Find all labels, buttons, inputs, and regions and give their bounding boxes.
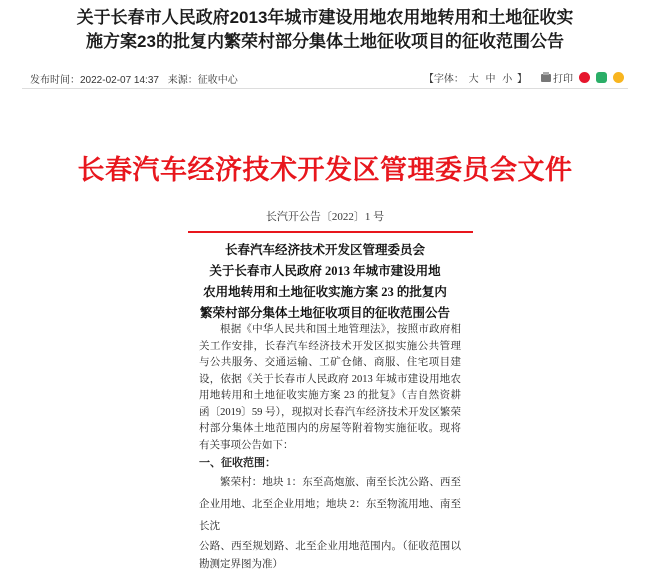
font-size-label: 【字体： — [423, 74, 464, 85]
scope-text: 繁荣村：地块 1：东至高炮旅、南至长沈公路、西至企业用地、北至企业用地；地块 2：东至物流用地、南至长沈 — [199, 476, 461, 532]
section-heading: 一、征收范围： — [199, 457, 276, 469]
page-title-line-1: 关于长春市人民政府2013年城市建设用地农用地转用和土地征收实 — [76, 8, 574, 27]
font-size-medium[interactable]: 中 — [485, 74, 496, 85]
page-title — [0, 6, 650, 54]
document-number: 长汽开公告〔2022〕1 号 — [265, 211, 385, 223]
meta-tools — [424, 70, 624, 85]
document-body — [199, 322, 461, 574]
document-title — [0, 240, 650, 324]
publish-time: 发布时间：2022-02-07 14:37 — [30, 75, 159, 86]
scope-text-continued: 公路、西至规划路、北至企业用地范围内。（征收范围以勘测定界图为准） — [199, 540, 461, 570]
red-divider — [188, 231, 473, 233]
document-title-line: 关于长春市人民政府 2013 年城市建设用地 — [209, 264, 441, 278]
document-issuer-header: 长春汽车经济技术开发区管理委员会文件 — [77, 155, 573, 185]
body-paragraph: 根据《中华人民共和国土地管理法》，按照市政府相关工作安排，长春汽车经济技术开发区拟实施公共管理与公共服务、交通运输、工矿仓储、商服、住宅项目建设，依据《关于长春市人民政府 2013 年城市建设用地农用地转用和土地征收实施方案 23 的批复》（吉自然资耕函〔2019〕59 号），现拟对长春汽车经济技术开发区繁荣村部分集体土地范围内的房屋等附着物实施征收。现将有关事项公告如下： — [199, 324, 461, 451]
printer-icon — [541, 74, 551, 82]
page-title-line-2: 施方案23的批复内繁荣村部分集体土地征收项目的征收范围公告 — [86, 32, 564, 51]
font-size-large[interactable]: 大 — [468, 74, 479, 85]
source: 来源：征收中心 — [167, 75, 238, 86]
document-title-line: 农用地转用和土地征收实施方案 23 的批复内 — [203, 285, 447, 299]
qzone-share-icon[interactable] — [613, 72, 624, 83]
document-title-line: 繁荣村部分集体土地征收项目的征收范围公告 — [199, 306, 450, 320]
meta-info — [30, 71, 244, 86]
print-button[interactable] — [541, 70, 573, 85]
wechat-share-icon[interactable] — [596, 72, 607, 83]
meta-bar — [22, 68, 628, 89]
print-label: 打印 — [553, 74, 573, 85]
document-title-line: 长春汽车经济技术开发区管理委员会 — [224, 243, 425, 257]
font-size-selector — [424, 70, 527, 85]
weibo-share-icon[interactable] — [579, 72, 590, 83]
font-size-small[interactable]: 小 — [502, 74, 513, 85]
font-size-close: 】 — [517, 74, 527, 85]
